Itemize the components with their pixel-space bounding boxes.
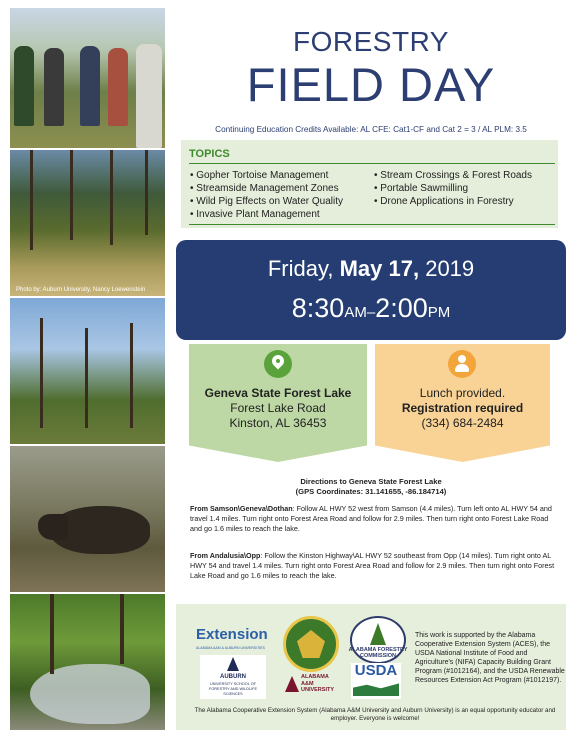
phone-number: (334) 684-2484 bbox=[421, 416, 504, 430]
event-month-day: May 17, bbox=[339, 256, 420, 281]
event-end: 2:00 bbox=[375, 293, 428, 323]
usda-text: USDA bbox=[354, 662, 398, 679]
extension-logo: Extension bbox=[196, 626, 268, 643]
event-date bbox=[176, 256, 566, 282]
event-year: 2019 bbox=[425, 256, 475, 281]
photo-pine-savanna bbox=[10, 150, 165, 296]
event-start: 8:30 bbox=[291, 293, 345, 323]
divider bbox=[189, 163, 555, 164]
title-forestry: FORESTRY bbox=[293, 26, 449, 57]
location-city: Kinston, AL 36453 bbox=[229, 416, 327, 430]
photo-column bbox=[10, 8, 165, 730]
photo-forest-stream bbox=[10, 594, 165, 730]
photo-credit: Photo by: Auburn University, Nancy Loewenstein bbox=[16, 287, 146, 293]
topics-list-left bbox=[190, 169, 370, 221]
location-text bbox=[189, 386, 367, 431]
event-time bbox=[176, 293, 566, 324]
forestry-commission-text: ALABAMA FORESTRY COMMISSION bbox=[348, 647, 408, 659]
auburn-name: AUBURN bbox=[220, 674, 246, 680]
extension-logo-sub: ALABAMA A&M & AUBURN UNIVERSITIES bbox=[196, 646, 265, 650]
lunch-line: Lunch provided. bbox=[419, 386, 506, 400]
lunch-text bbox=[375, 386, 550, 431]
topic-item: • Drone Applications in Forestry bbox=[374, 196, 514, 207]
topics-list-right bbox=[374, 169, 558, 208]
directions-heading: Directions to Geneva State Forest Lake (GPS Coordinates: 31.141655, -86.184714) bbox=[176, 477, 566, 497]
directions-route-2: From Andalusia\Opp: Follow the Kinston Highway\AL HWY 52 southeast from Opp (14 miles). Turn right onto AL HWY 54 and travel 1.4 miles. Turn right onto Forest Area Road and follow for 2.9 miles. Then turn right onto Forest Lake Road and go 1.6 miles to reach the lake. bbox=[190, 551, 555, 580]
ce-credits: Continuing Education Credits Available: AL CFE: Cat1-CF and Cat 2 = 3 / AL PLM: 3.5 bbox=[215, 125, 527, 134]
title-field-day: FIELD DAY bbox=[246, 58, 496, 111]
location-name: Geneva State Forest Lake bbox=[204, 386, 352, 400]
eoe-statement: The Alabama Cooperative Extension System (Alabama A&M University and Auburn University) is an equal opportunity educator and employer. Everyone is welcome! bbox=[194, 707, 556, 722]
photo-longleaf-pines bbox=[10, 298, 165, 444]
date-box bbox=[176, 240, 566, 340]
event-end-ampm: PM bbox=[427, 304, 451, 321]
topic-item: • Portable Sawmilling bbox=[374, 183, 469, 194]
event-day: Friday, bbox=[267, 256, 334, 281]
topic-item: • Stream Crossings & Forest Roads bbox=[374, 170, 532, 181]
divider bbox=[189, 224, 555, 225]
topic-item: • Wild Pig Effects on Water Quality bbox=[190, 196, 343, 207]
support-text: This work is supported by the Alabama Cooperative Extension System (ACES), the USDA National Institute of Food and Agriculture's (NIFA) Capacity Building Grant Program (#1012164), and the USDA Renewable Resources Extension Act Program (#1012197). bbox=[415, 632, 565, 684]
topic-item: • Gopher Tortoise Management bbox=[190, 170, 329, 181]
topic-item: • Streamside Management Zones bbox=[190, 183, 339, 194]
location-road: Forest Lake Road bbox=[230, 401, 326, 415]
photo-wild-pig bbox=[10, 446, 165, 592]
topics-heading: TOPICS bbox=[189, 148, 230, 160]
topic-item: • Invasive Plant Management bbox=[190, 209, 320, 220]
directions-route-1: From Samson\Geneva\Dothan: Follow AL HWY 52 west from Samson (4.4 miles). Turn left onto AL HWY 54 and travel 1.4 miles. Turn right onto Forest Area Road and follow for 2.9 miles. Then turn right onto Forest Lake Road and go 1.6 miles to reach the lake. bbox=[190, 504, 552, 533]
gps-coordinates: (GPS Coordinates: 31.141655, -86.184714) bbox=[295, 487, 447, 496]
photo-field-group bbox=[10, 8, 165, 148]
event-start-ampm: AM bbox=[344, 304, 367, 321]
event-time-dash: – bbox=[366, 304, 376, 321]
aamu-logo: ALABAMA A&M UNIVERSITY bbox=[301, 674, 335, 693]
auburn-sub: UNIVERSITY SCHOOL OF FORESTRY AND WILDLIFE SCIENCES bbox=[209, 682, 257, 696]
registration-line: Registration required bbox=[401, 401, 524, 415]
